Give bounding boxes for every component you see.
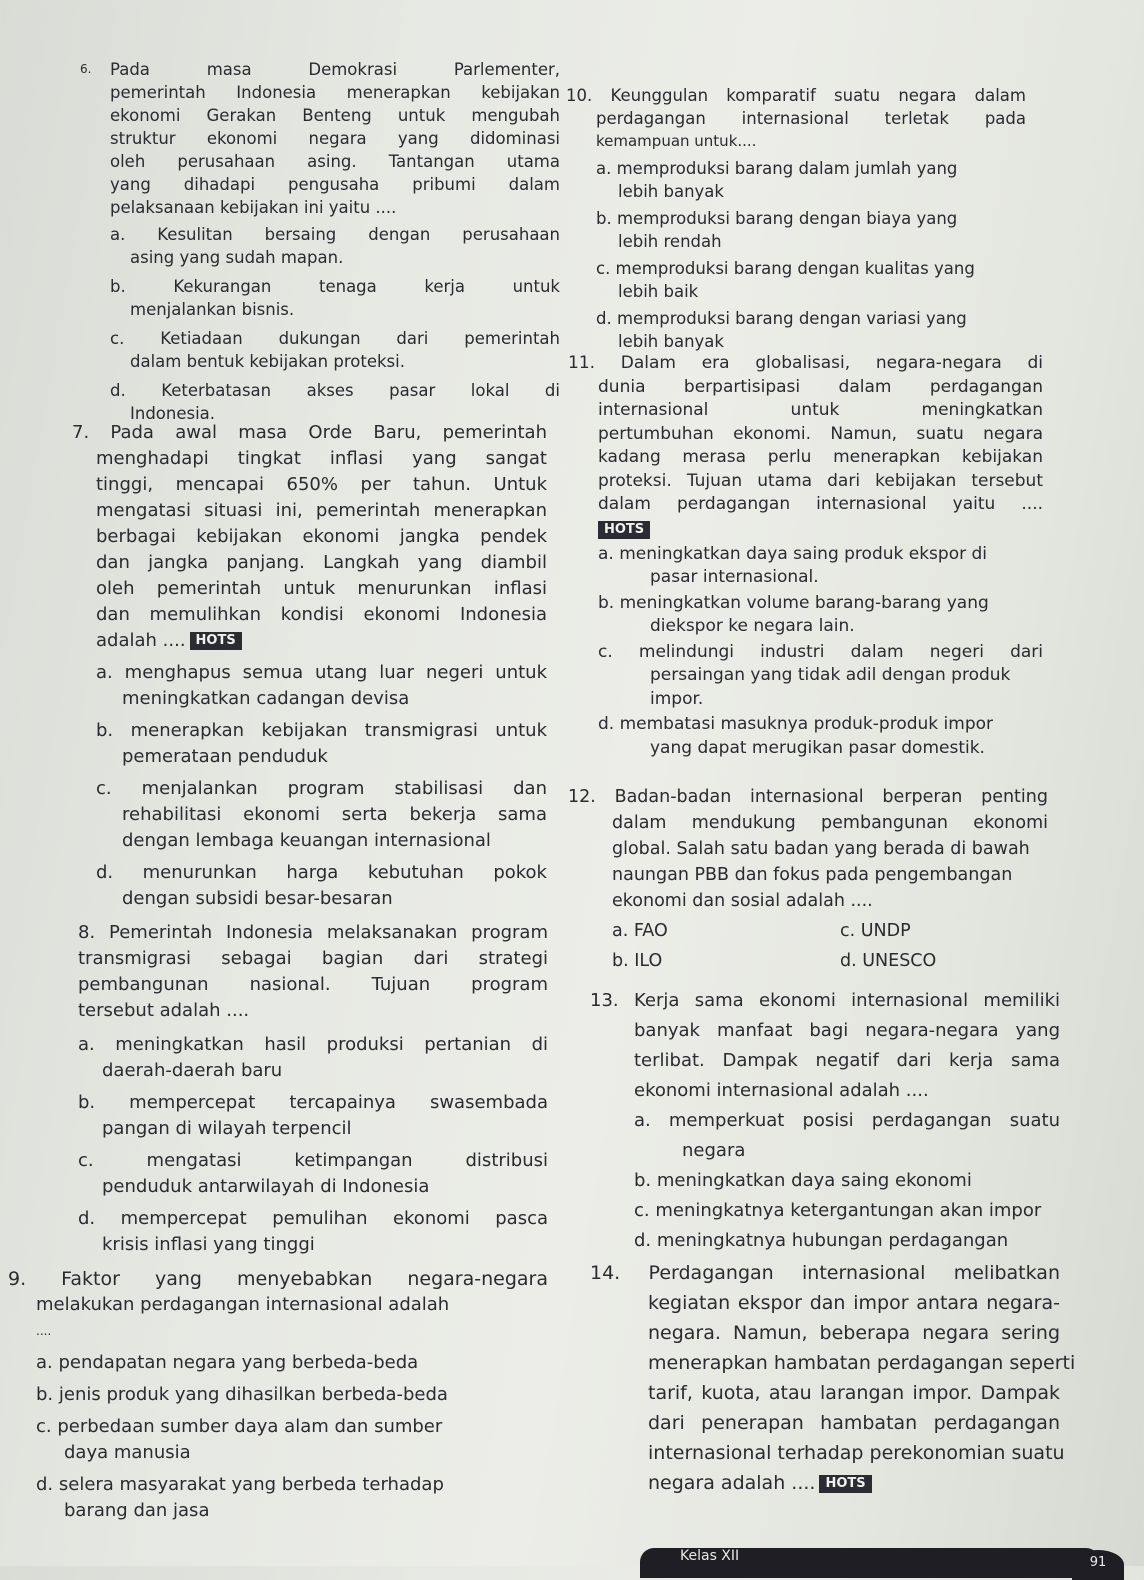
q11-line: pertumbuhan ekonomi. Namun, suatu negara bbox=[598, 423, 1043, 444]
q7-option-d[interactable]: d. menurunkan harga kebutuhan pokok bbox=[96, 862, 547, 883]
question-10 bbox=[566, 84, 1026, 353]
q7-option-a-cont: meningkatkan cadangan devisa bbox=[122, 688, 410, 709]
q9-option-a[interactable]: a. pendapatan negara yang berbeda-beda bbox=[36, 1352, 419, 1373]
q11-line: kadang merasa perlu menerapkan kebijakan bbox=[598, 447, 1043, 467]
q13-option-a[interactable]: a. memperkuat posisi perdagangan suatu bbox=[634, 1110, 1060, 1131]
q11-line: dunia berpartisipasi dalam perdagangan bbox=[598, 376, 1043, 397]
q6-line: oleh perusahaan asing. Tantangan utama bbox=[110, 152, 560, 171]
q12-option-b[interactable]: b. ILO bbox=[612, 951, 663, 971]
q6-option-a[interactable]: a. Kesulitan bersaing dengan perusahaan bbox=[110, 225, 560, 244]
q7-option-c[interactable]: c. menjalankan program stabilisasi dan bbox=[96, 778, 547, 799]
q13-line: 13. Kerja sama ekonomi internasional memiliki bbox=[590, 990, 1060, 1011]
question-13 bbox=[590, 986, 1060, 1256]
q10-option-a-cont: lebih banyak bbox=[618, 182, 724, 201]
q7-line: dan memulihkan kondisi ekonomi Indonesia bbox=[96, 604, 547, 625]
q8-line: 8. Pemerintah Indonesia melaksanakan program bbox=[78, 922, 548, 943]
q13-line: terlibat. Dampak negatif dari kerja sama bbox=[634, 1050, 1060, 1071]
q10-option-b-cont: lebih rendah bbox=[618, 232, 722, 251]
q6-line: struktur ekonomi negara yang didominasi bbox=[110, 129, 560, 148]
q7-line: oleh pemerintah untuk menurunkan inflasi bbox=[96, 578, 547, 599]
q8-option-a-cont: daerah-daerah baru bbox=[102, 1060, 283, 1081]
q12-line: 12. Badan-badan internasional berperan penting bbox=[568, 787, 1048, 807]
q7-line: mengatasi situasi ini, pemerintah menerapkan bbox=[96, 500, 547, 521]
q9-option-b[interactable]: b. jenis produk yang dihasilkan berbeda-beda bbox=[36, 1384, 448, 1405]
q6-option-b[interactable]: b. Kekurangan tenaga kerja untuk bbox=[110, 277, 560, 296]
q9-option-c-cont: daya manusia bbox=[64, 1442, 191, 1463]
q11-option-b-cont: diekspor ke negara lain. bbox=[650, 616, 855, 636]
question-11 bbox=[568, 352, 1043, 760]
page-number: 91 bbox=[1072, 1550, 1124, 1580]
q9-line: 9. Faktor yang menyebabkan negara-negara bbox=[8, 1268, 548, 1290]
q6-line: yang dihadapi pengusaha pribumi dalam bbox=[110, 175, 560, 194]
q7-option-c-cont: dengan lembaga keuangan internasional bbox=[122, 830, 491, 851]
q7-last: adalah .... bbox=[96, 630, 186, 651]
q6-option-d[interactable]: d. Keterbatasan akses pasar lokal di bbox=[110, 381, 560, 400]
q12-line: dalam mendukung pembangunan ekonomi bbox=[612, 813, 1048, 833]
q11-option-d[interactable]: d. membatasi masuknya produk-produk impor bbox=[598, 714, 994, 734]
q13-line: ekonomi internasional adalah .... bbox=[634, 1080, 929, 1101]
q14-line: 14. Perdagangan internasional melibatkan bbox=[590, 1262, 1060, 1284]
hots-badge: HOTS bbox=[598, 521, 650, 539]
q7-last-line bbox=[72, 628, 547, 654]
q9-option-d-cont: barang dan jasa bbox=[64, 1500, 210, 1521]
q10-option-d-cont: lebih banyak bbox=[618, 332, 724, 351]
q12-option-c[interactable]: c. UNDP bbox=[840, 921, 911, 941]
q14-line: kegiatan ekspor dan impor antara negara- bbox=[648, 1292, 1060, 1314]
q10-line: perdagangan internasional terletak pada bbox=[596, 109, 1026, 128]
q13-option-a-cont: negara bbox=[682, 1140, 746, 1161]
q13-line: banyak manfaat bagi negara-negara yang bbox=[634, 1020, 1060, 1041]
hots-badge: HOTS bbox=[190, 632, 242, 650]
q8-line: transmigrasi sebagai bagian dari strategi bbox=[78, 948, 548, 969]
question-7 bbox=[72, 420, 547, 912]
q12-options-row-2 bbox=[568, 948, 1048, 974]
question-9 bbox=[8, 1266, 548, 1524]
q13-option-d[interactable]: d. meningkatnya hubungan perdagangan bbox=[634, 1230, 1009, 1251]
q7-option-d-cont: dengan subsidi besar-besaran bbox=[122, 888, 393, 909]
q10-option-d[interactable]: d. memproduksi barang dengan variasi yang bbox=[596, 309, 967, 328]
q7-line: menghadapi tingkat inflasi yang sangat bbox=[96, 448, 547, 469]
q8-line: tersebut adalah .... bbox=[78, 1000, 250, 1021]
q13-option-b[interactable]: b. meningkatkan daya saing ekonomi bbox=[634, 1170, 972, 1191]
q11-line: 11. Dalam era globalisasi, negara-negara di bbox=[568, 353, 1043, 373]
q9-option-d[interactable]: d. selera masyarakat yang berbeda terhadap bbox=[36, 1474, 444, 1495]
question-14 bbox=[590, 1258, 1076, 1498]
q10-line: 10. Keunggulan komparatif suatu negara dalam bbox=[566, 86, 1026, 105]
q11-option-c-cont: persaingan yang tidak adil dengan produk bbox=[650, 665, 1011, 685]
q11-line: dalam perdagangan internasional yaitu .... bbox=[598, 494, 1043, 514]
q10-option-a[interactable]: a. memproduksi barang dalam jumlah yang bbox=[596, 159, 958, 178]
q9-option-c[interactable]: c. perbedaan sumber daya alam dan sumber bbox=[36, 1416, 443, 1437]
q10-option-b[interactable]: b. memproduksi barang dengan biaya yang bbox=[596, 209, 958, 228]
q12-line: naungan PBB dan fokus pada pengembangan bbox=[612, 865, 1013, 885]
q6-option-c[interactable]: c. Ketiadaan dukungan dari pemerintah bbox=[110, 329, 560, 348]
question-12 bbox=[568, 784, 1048, 974]
q6-option-c-cont: dalam bentuk kebijakan proteksi. bbox=[130, 352, 405, 371]
q8-option-d-cont: krisis inflasi yang tinggi bbox=[102, 1234, 315, 1255]
q6-option-b-cont: menjalankan bisnis. bbox=[130, 300, 295, 319]
q6-line: pemerintah Indonesia menerapkan kebijakan bbox=[110, 83, 560, 102]
q11-option-c-cont: impor. bbox=[650, 688, 704, 709]
q10-option-c-cont: lebih baik bbox=[618, 282, 699, 301]
q8-option-c[interactable]: c. mengatasi ketimpangan distribusi bbox=[78, 1150, 548, 1171]
q8-option-b-cont: pangan di wilayah terpencil bbox=[102, 1118, 352, 1139]
q11-option-a-cont: pasar internasional. bbox=[650, 567, 819, 587]
q14-last-line bbox=[590, 1468, 1060, 1498]
q11-hots-line bbox=[568, 517, 1043, 543]
q11-line: proteksi. Tujuan utama dari kebijakan tersebut bbox=[598, 470, 1043, 491]
q12-line: ekonomi dan sosial adalah .... bbox=[612, 891, 873, 911]
q12-option-d[interactable]: d. UNESCO bbox=[840, 951, 937, 971]
q14-line: negara. Namun, beberapa negara sering bbox=[648, 1322, 1060, 1344]
q6-option-a-cont: asing yang sudah mapan. bbox=[130, 248, 344, 267]
q7-line: 7. Pada awal masa Orde Baru, pemerintah bbox=[72, 422, 547, 443]
q14-line: internasional terhadap perekonomian suatu bbox=[648, 1442, 1065, 1464]
q6-line: pelaksanaan kebijakan ini yaitu .... bbox=[110, 198, 397, 217]
q11-option-a[interactable]: a. meningkatkan daya saing produk ekspor di bbox=[598, 543, 988, 564]
q7-option-a[interactable]: a. menghapus semua utang luar negeri untuk bbox=[96, 662, 547, 683]
q9-line: melakukan perdagangan internasional adalah bbox=[36, 1294, 450, 1315]
q6-option-d-cont: Indonesia. bbox=[130, 404, 216, 423]
q6-number: 6. bbox=[80, 62, 92, 76]
q10-option-c[interactable]: c. memproduksi barang dengan kualitas yang bbox=[596, 259, 975, 278]
q8-option-c-cont: penduduk antarwilayah di Indonesia bbox=[102, 1176, 430, 1197]
q12-line: global. Salah satu badan yang berada di bawah bbox=[612, 839, 1030, 859]
q7-option-b[interactable]: b. menerapkan kebijakan transmigrasi untuk bbox=[96, 720, 547, 741]
q7-line: tinggi, mencapai 650% per tahun. Untuk bbox=[96, 474, 547, 495]
q7-option-c-cont: rehabilitasi ekonomi serta bekerja sama bbox=[122, 804, 547, 825]
q9-line: .... bbox=[36, 1324, 52, 1338]
q11-option-b[interactable]: b. meningkatkan volume barang-barang yang bbox=[598, 592, 989, 613]
q11-line: internasional untuk meningkatkan bbox=[598, 400, 1043, 420]
q11-option-c[interactable]: c. melindungi industri dalam negeri dari bbox=[598, 641, 1043, 662]
hots-badge: HOTS bbox=[819, 1475, 871, 1493]
footer-text: Kelas XII bbox=[680, 1548, 740, 1564]
q8-line: pembangunan nasional. Tujuan program bbox=[78, 974, 548, 995]
q14-line: menerapkan hambatan perdagangan seperti bbox=[648, 1352, 1076, 1374]
q10-line: kemampuan untuk.... bbox=[596, 132, 757, 150]
q8-option-d[interactable]: d. mempercepat pemulihan ekonomi pasca bbox=[78, 1208, 548, 1229]
q6-line: Pada masa Demokrasi Parlementer, bbox=[110, 60, 560, 79]
q12-option-a[interactable]: a. FAO bbox=[612, 921, 668, 941]
footer-bar bbox=[640, 1548, 1100, 1578]
question-8 bbox=[78, 920, 548, 1258]
question-6 bbox=[80, 58, 560, 425]
q13-option-c[interactable]: c. meningkatnya ketergantungan akan impor bbox=[634, 1200, 1042, 1221]
q14-line: dari penerapan hambatan perdagangan bbox=[648, 1412, 1060, 1434]
q7-line: dan jangka panjang. Langkah yang diambil bbox=[96, 552, 547, 573]
q12-options-row-1 bbox=[568, 918, 1048, 944]
q7-option-b-cont: pemerataan penduduk bbox=[122, 746, 328, 767]
q8-option-b[interactable]: b. mempercepat tercapainya swasembada bbox=[78, 1092, 548, 1113]
q14-line: tarif, kuota, atau larangan impor. Dampak bbox=[648, 1382, 1060, 1404]
q7-line: berbagai kebijakan ekonomi jangka pendek bbox=[96, 526, 547, 547]
q8-option-a[interactable]: a. meningkatkan hasil produksi pertanian di bbox=[78, 1034, 548, 1055]
q14-last: negara adalah .... bbox=[648, 1472, 816, 1494]
q11-option-d-cont: yang dapat merugikan pasar domestik. bbox=[650, 737, 985, 758]
q6-line: ekonomi Gerakan Benteng untuk mengubah bbox=[110, 106, 560, 125]
